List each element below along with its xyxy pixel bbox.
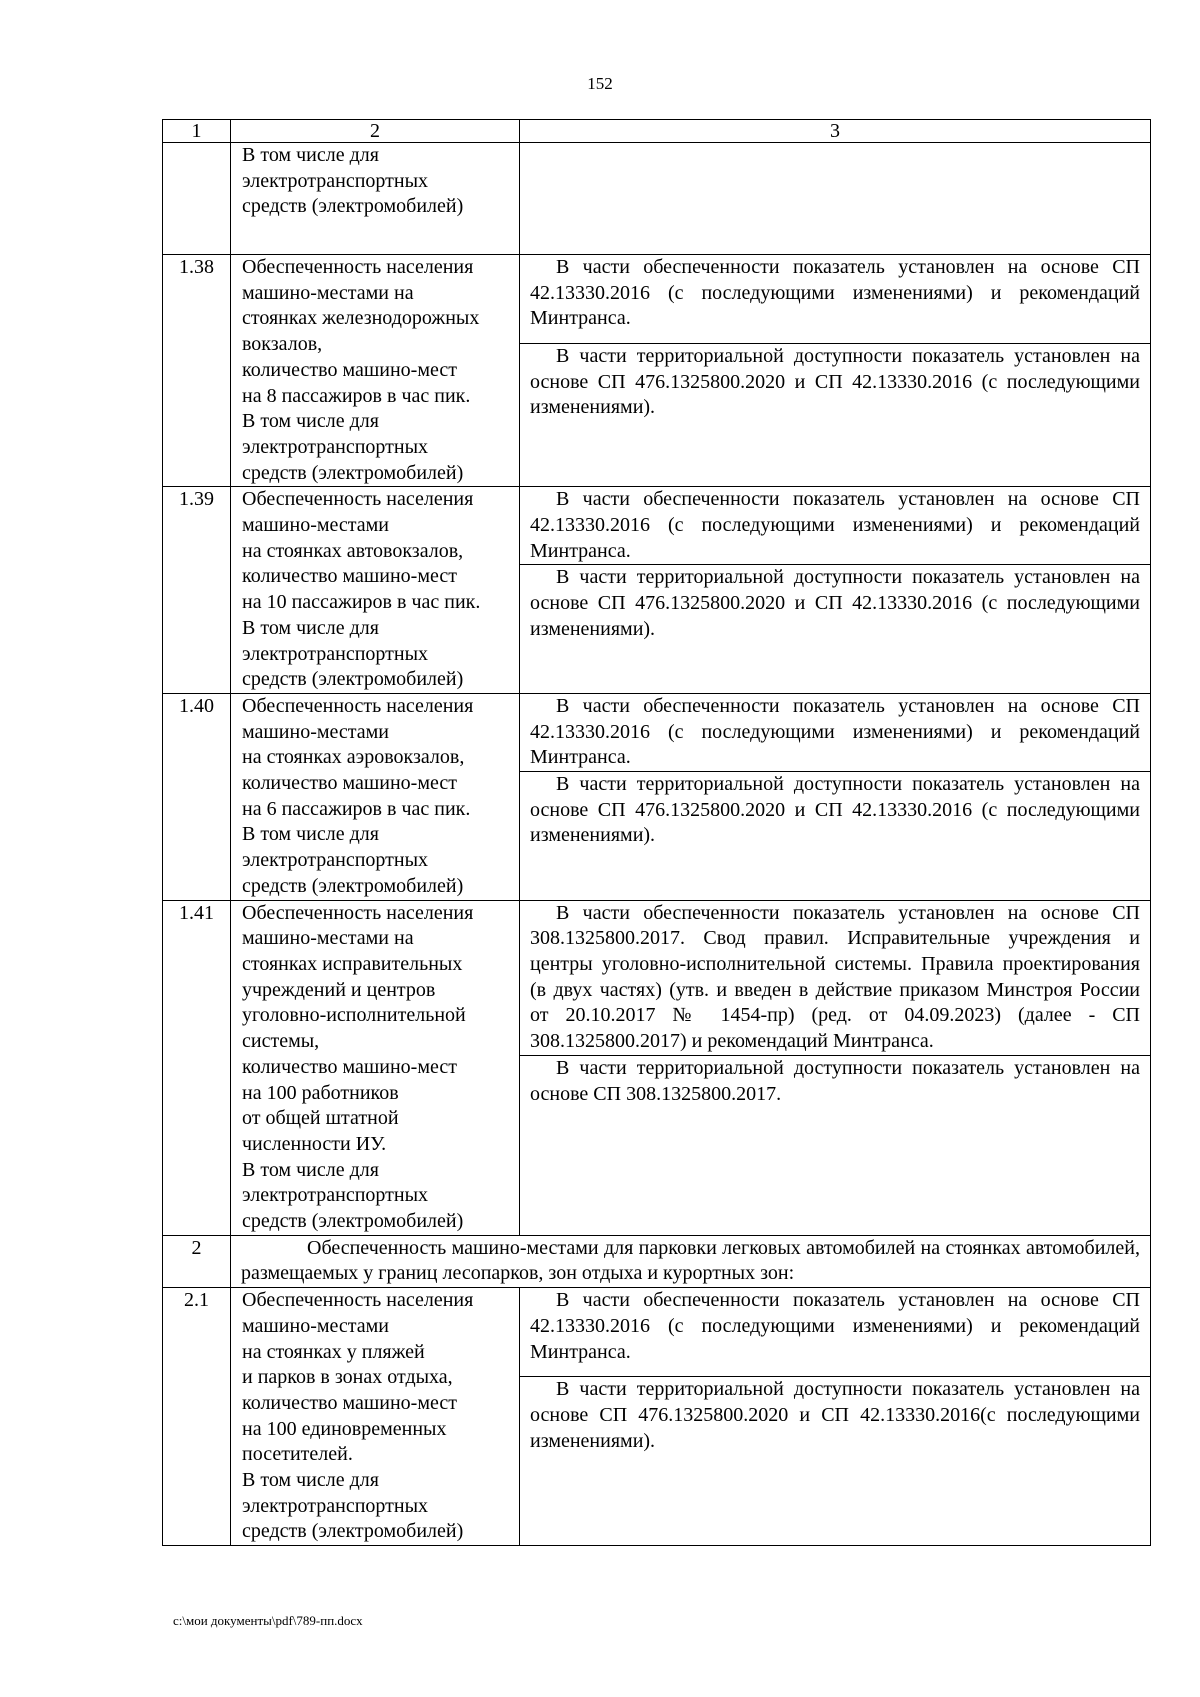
desc-line: количество машино-мест [242,772,457,795]
header-col-1: 1 [163,120,231,143]
row-number: 1.41 [163,900,231,1235]
basis-provision: В части обеспеченности показатель установлен на основе СП 42.13330.2016 (с последующими изменениями) и рекомендаций Минтранса. [530,256,1140,330]
desc-line: и парков в зонах отдыха, [242,1366,453,1389]
desc-line: средств (электромобилей) [242,1520,464,1543]
desc-line: средств (электромобилей) [242,195,464,218]
desc-line: Обеспеченность населения [242,901,474,924]
table-row [163,143,1151,255]
table-row [163,693,1151,900]
row-number: 2.1 [163,1288,231,1546]
row-description [231,143,520,255]
desc-line: В том числе для [242,144,379,166]
desc-line: на 100 работников [242,1081,399,1104]
desc-line: учреждений и центров [242,978,436,1001]
basis-accessibility: В части территориальной доступности показатель установлен на основе СП 476.1325800.2020 и СП 42.13330.2016(с последующими изменениями). [520,1376,1150,1454]
desc-line: машино-местами [242,514,389,537]
desc-line: на 8 пассажиров в час пик. [242,384,471,407]
desc-line: на 10 пассажиров в час пик. [242,591,481,614]
desc-line: машино-местами на [242,281,414,304]
desc-line: на стоянках у пляжей [242,1340,425,1363]
desc-line: стоянках железнодорожных [242,307,480,330]
desc-line: машино-местами [242,720,389,743]
desc-line: на стоянках аэровокзалов, [242,746,465,769]
table-row [163,255,1151,487]
basis-accessibility: В части территориальной доступности показатель установлен на основе СП 308.1325800.2017. [520,1055,1150,1107]
row-description [231,900,520,1235]
desc-line: электротранспортных [242,435,429,458]
section-row [163,1235,1151,1287]
desc-line: от общей штатной [242,1107,399,1130]
desc-line: количество машино-мест [242,358,457,381]
row-description [231,1288,520,1546]
desc-line: Обеспеченность населения [242,256,474,278]
section-title: Обеспеченность машино-местами для парковки легковых автомобилей на стоянках автомобилей, размещаемых у границ лесопарков, зон отдыха и курортных зон: [231,1235,1151,1287]
desc-line: В том числе для [242,1469,379,1492]
section-number: 2 [163,1235,231,1287]
row-description [231,693,520,900]
desc-line: средств (электромобилей) [242,668,464,691]
desc-line: количество машино-мест [242,565,457,588]
basis-provision: В части обеспеченности показатель установлен на основе СП 42.13330.2016 (с последующими изменениями) и рекомендаций Минтранса. [530,1289,1140,1363]
basis-accessibility: В части территориальной доступности показатель установлен на основе СП 476.1325800.2020 и СП 42.13330.2016 (с последующими изменениями). [520,771,1150,849]
desc-line: посетителей. [242,1443,353,1466]
desc-line: машино-местами [242,1314,389,1337]
row-basis [520,693,1151,900]
row-basis [520,143,1151,255]
desc-line: средств (электромобилей) [242,1210,464,1233]
row-number [163,143,231,255]
desc-line: электротранспортных [242,1184,429,1207]
file-path-footer: c:\мои документы\pdf\789-пп.docx [173,1613,363,1628]
desc-line: на стоянках автовокзалов, [242,539,464,562]
desc-line: на 6 пассажиров в час пик. [242,797,471,820]
row-basis [520,487,1151,694]
basis-accessibility: В части территориальной доступности показатель установлен на основе СП 476.1325800.2020 и СП 42.13330.2016 (с последующими изменениями). [520,564,1150,642]
table-row [163,1288,1151,1546]
desc-line: вокзалов, [242,333,323,356]
desc-line: В том числе для [242,1158,379,1181]
desc-line: количество машино-мест [242,1055,457,1078]
table-row [163,487,1151,694]
header-col-2: 2 [231,120,520,143]
basis-provision: В части обеспеченности показатель установлен на основе СП 42.13330.2016 (с последующими изменениями) и рекомендаций Минтранса. [530,694,1140,769]
basis-accessibility: В части территориальной доступности показатель установлен на основе СП 476.1325800.2020 и СП 42.13330.2016 (с последующими изменениями). [520,343,1150,421]
desc-line: численности ИУ. [242,1132,387,1155]
desc-line: на 100 единовременных [242,1417,447,1440]
row-basis [520,1288,1151,1546]
desc-line: средств (электромобилей) [242,874,464,897]
desc-line: Обеспеченность населения [242,1289,474,1312]
desc-line: В том числе для [242,410,379,433]
header-col-3: 3 [520,120,1151,143]
row-number: 1.39 [163,487,231,694]
desc-line: машино-местами на [242,927,414,950]
norms-table [162,119,1151,1546]
table-header-row [163,120,1151,143]
desc-line: системы, [242,1030,320,1053]
row-number: 1.38 [163,255,231,487]
desc-line: электротранспортных [242,642,429,665]
row-description [231,255,520,487]
row-basis [520,900,1151,1235]
desc-line: электротранспортных [242,1494,429,1517]
desc-line: электротранспортных [242,169,429,192]
desc-line: электротранспортных [242,849,429,872]
row-basis [520,255,1151,487]
desc-line: Обеспеченность населения [242,488,474,511]
basis-provision: В части обеспеченности показатель установлен на основе СП 42.13330.2016 (с последующими изменениями) и рекомендаций Минтранса. [530,488,1140,562]
page-number: 152 [587,74,613,93]
table-row [163,900,1151,1235]
desc-line: В том числе для [242,823,379,846]
desc-line: Обеспеченность населения [242,694,474,717]
desc-line: стоянках исправительных [242,952,463,975]
desc-line: средств (электромобилей) [242,461,464,484]
row-description [231,487,520,694]
row-number: 1.40 [163,693,231,900]
desc-line: количество машино-мест [242,1391,457,1414]
desc-line: уголовно-исполнительной [242,1004,466,1027]
basis-provision: В части обеспеченности показатель установлен на основе СП 308.1325800.2017. Свод правил. Исправительные учреждения и центры уголовно-исполнительной системы. Правила проектирования (в двух частях) (утв. и введен в действие приказом Минстроя России от 20.10.2017 № 1454-пр) (ред. от 04.09.2023) (далее - СП 308.1325800.2017) и рекомендаций Минтранса. [530,901,1140,1053]
desc-line: В том числе для [242,616,379,639]
